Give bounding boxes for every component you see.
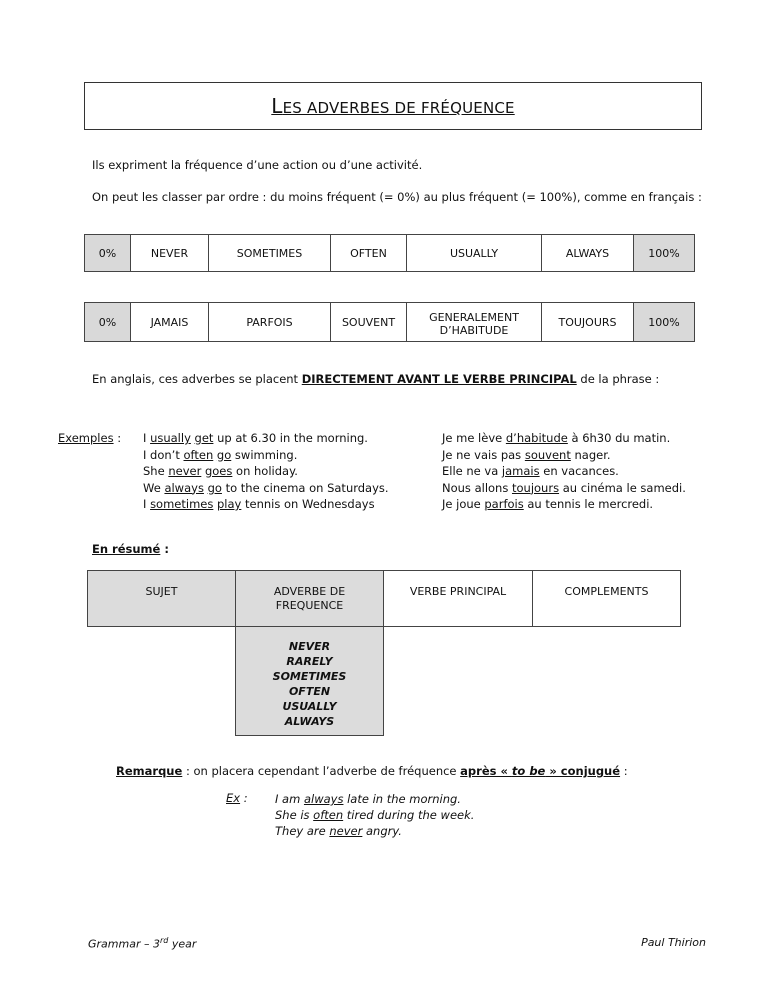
example-line: I sometimes play tennis on Wednesdays xyxy=(143,497,375,511)
footer-right: Paul Thirion xyxy=(641,936,706,949)
example-line: Nous allons toujours au cinéma le samedi. xyxy=(442,480,686,495)
summary-header-subject: SUJET xyxy=(87,570,236,627)
title-initial: L xyxy=(271,94,283,118)
intro-line-2: On peut les classer par ordre : du moins fréquent (= 0%) au plus fréquent (= 100%), comme en français : xyxy=(92,190,702,204)
adverb-item: ALWAYS xyxy=(284,715,335,728)
footer-left: Grammar – 3rd year xyxy=(88,936,197,951)
adverb: toujours xyxy=(511,480,560,495)
adverb-item: NEVER xyxy=(288,640,331,653)
summary-header-verb: VERBE PRINCIPAL xyxy=(383,570,533,627)
adverb: often xyxy=(183,447,214,462)
examples-label: Exemples : xyxy=(58,431,122,445)
adverb: never xyxy=(329,824,363,838)
adverb: souvent xyxy=(524,447,571,462)
ex2-examples xyxy=(275,791,474,839)
placement-rule: En anglais, ces adverbes se placent DIRECTEMENT AVANT LE VERBE PRINCIPAL de la phrase : xyxy=(92,372,660,386)
example-line: They are never angry. xyxy=(275,824,402,838)
example-line: Je ne vais pas souvent nager. xyxy=(442,447,611,462)
scale-cell: NEVER xyxy=(131,235,209,272)
verb: go xyxy=(207,480,222,495)
scale-cell: SOUVENT xyxy=(331,303,407,342)
scale-cell: GENERALEMENT D’HABITUDE xyxy=(407,303,542,342)
scale-cell: 0% xyxy=(85,303,131,342)
frequency-scale-english xyxy=(84,234,695,272)
verb: play xyxy=(217,497,242,511)
scale-cell: 100% xyxy=(634,303,695,342)
adverb: d’habitude xyxy=(505,431,568,445)
title-rest: ES ADVERBES DE FRÉQUENCE xyxy=(282,99,515,117)
remark-emphasis: après « to be » conjugué xyxy=(460,764,621,778)
examples-english xyxy=(143,430,389,513)
adverb: often xyxy=(313,808,344,822)
adverb: usually xyxy=(150,431,191,445)
summary-table xyxy=(87,570,681,736)
adverb: sometimes xyxy=(150,497,214,511)
scale-cell: OFTEN xyxy=(331,235,407,272)
scale-cell: ALWAYS xyxy=(542,235,634,272)
example-line: She never goes on holiday. xyxy=(143,464,298,478)
summary-header-adverb: ADVERBE DE FREQUENCE xyxy=(235,570,384,627)
scale-cell: PARFOIS xyxy=(209,303,331,342)
adverb: always xyxy=(164,480,204,495)
summary-label: En résumé : xyxy=(92,542,169,556)
example-line: Je me lève d’habitude à 6h30 du matin. xyxy=(442,431,671,445)
example-line: Elle ne va jamais en vacances. xyxy=(442,464,619,478)
example-line: I usually get up at 6.30 in the morning. xyxy=(143,431,368,445)
scale-cell: 100% xyxy=(634,235,695,272)
remark: Remarque : on placera cependant l’adverbe de fréquence après « to be » conjugué : xyxy=(116,764,628,778)
adverb-item: RARELY xyxy=(286,655,333,668)
adverb: parfois xyxy=(484,497,524,511)
scale-cell: TOUJOURS xyxy=(542,303,634,342)
examples-french xyxy=(442,430,686,513)
adverb-item: SOMETIMES xyxy=(272,670,347,683)
summary-adverb-list xyxy=(235,626,384,736)
frequency-scale-french xyxy=(84,302,695,342)
verb: goes xyxy=(204,464,233,478)
example-line: I am always late in the morning. xyxy=(275,792,461,806)
scale-cell: SOMETIMES xyxy=(209,235,331,272)
adverb: never xyxy=(168,464,202,478)
verb: go xyxy=(216,447,232,462)
adverb: always xyxy=(303,792,344,806)
verb: get xyxy=(194,431,214,445)
example-line: We always go to the cinema on Saturdays. xyxy=(143,480,389,495)
scale-cell: USUALLY xyxy=(407,235,542,272)
scale-cell: JAMAIS xyxy=(131,303,209,342)
scale-cell: 0% xyxy=(85,235,131,272)
placement-emphasis: DIRECTEMENT AVANT LE VERBE PRINCIPAL xyxy=(301,372,577,386)
ex2-label: Ex : xyxy=(226,791,248,805)
adverb-item: OFTEN xyxy=(288,685,331,698)
example-line: I don’t often go swimming. xyxy=(143,447,298,462)
summary-header-complements: COMPLEMENTS xyxy=(532,570,681,627)
adverb-item: USUALLY xyxy=(282,700,337,713)
example-line: Je joue parfois au tennis le mercredi. xyxy=(442,497,654,511)
page-title xyxy=(271,94,514,118)
example-line: She is often tired during the week. xyxy=(275,808,475,822)
title-box xyxy=(84,82,702,130)
intro-line-1: Ils expriment la fréquence d’une action ou d’une activité. xyxy=(92,158,423,172)
adverb: jamais xyxy=(501,464,540,478)
